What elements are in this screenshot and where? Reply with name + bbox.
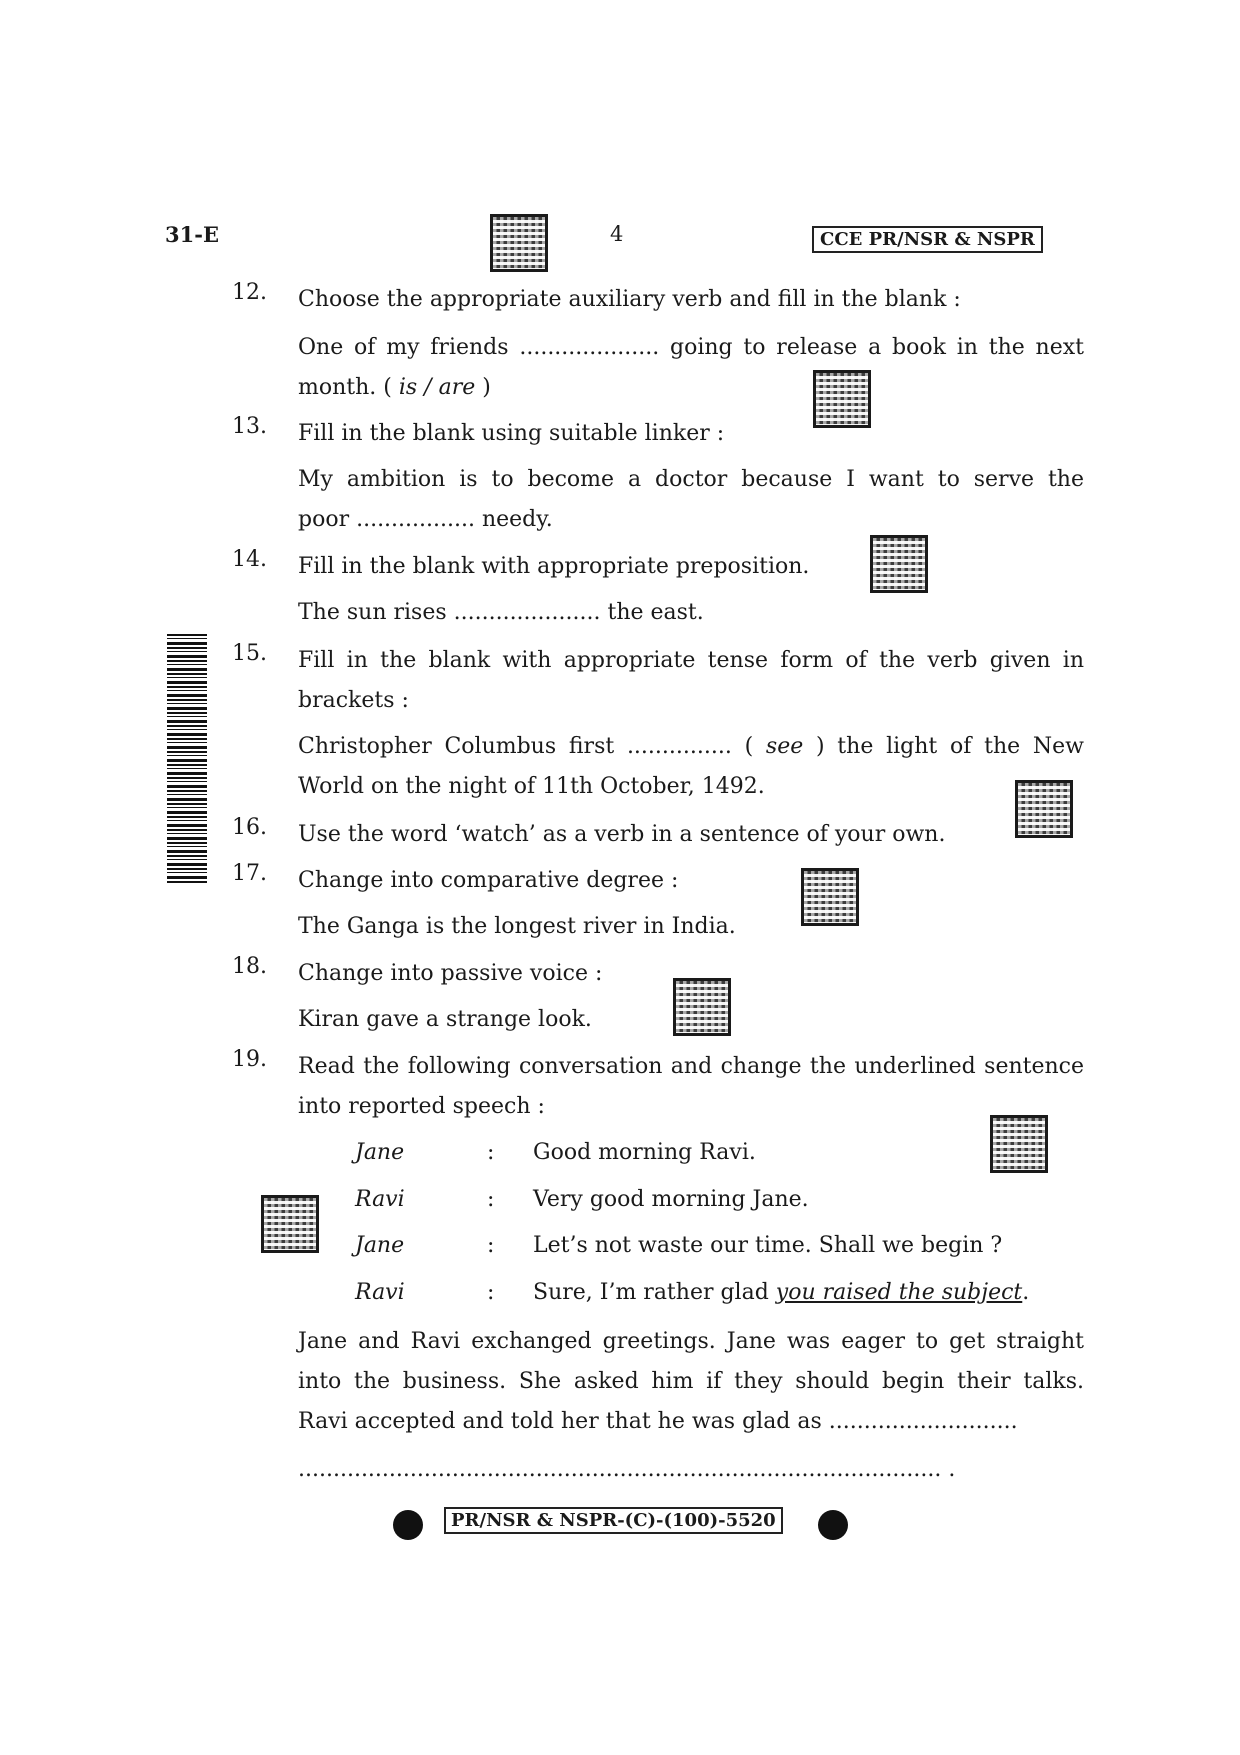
paragraph-line: ............................................................................................ . bbox=[298, 1457, 956, 1482]
speaker-name: Jane bbox=[355, 1233, 405, 1258]
question-instruction: Read the following conversation and change the underlined sentence bbox=[298, 1054, 1084, 1079]
qr-code-icon bbox=[490, 214, 548, 272]
question-number: 18. bbox=[232, 954, 267, 979]
paragraph-line: Jane and Ravi exchanged greetings. Jane was eager to get straight bbox=[298, 1329, 1084, 1354]
registration-dot bbox=[393, 1510, 423, 1540]
question-15 bbox=[232, 641, 1084, 807]
footer-code-box: PR/NSR & NSPR-(C)-(100)-5520 bbox=[444, 1507, 783, 1534]
question-body-line: month. ( is / are ) bbox=[298, 375, 491, 400]
question-body-line: World on the night of 11th October, 1492. bbox=[298, 774, 765, 799]
question-instruction: Use the word ‘watch’ as a verb in a sentence of your own. bbox=[298, 822, 946, 847]
question-instruction: Choose the appropriate auxiliary verb and fill in the blank : bbox=[298, 287, 961, 312]
question-body-line: poor ................. needy. bbox=[298, 507, 553, 532]
question-12 bbox=[232, 280, 1084, 408]
question-instruction: brackets : bbox=[298, 688, 409, 713]
question-instruction: Change into comparative degree : bbox=[298, 868, 679, 893]
question-body-line: My ambition is to become a doctor because I want to serve the bbox=[298, 467, 1084, 492]
question-instruction: Change into passive voice : bbox=[298, 961, 603, 986]
utterance: Good morning Ravi. bbox=[533, 1140, 756, 1165]
question-body-line: Christopher Columbus first ............... ( see ) the light of the New bbox=[298, 734, 1084, 759]
question-number: 16. bbox=[232, 815, 267, 840]
question-18 bbox=[232, 954, 1084, 1040]
question-body-line: Kiran gave a strange look. bbox=[298, 1007, 592, 1032]
question-17 bbox=[232, 861, 1084, 947]
question-number: 13. bbox=[232, 414, 267, 439]
question-number: 19. bbox=[232, 1047, 267, 1072]
reported-speech-paragraph bbox=[232, 1322, 1084, 1490]
question-body-line: The Ganga is the longest river in India. bbox=[298, 914, 736, 939]
series-box: CCE PR/NSR & NSPR bbox=[812, 226, 1043, 253]
question-body-line: The sun rises ..................... the east. bbox=[298, 600, 704, 625]
page-number: 4 bbox=[610, 222, 624, 246]
answer-options: is / are bbox=[398, 375, 476, 400]
utterance: Let’s not waste our time. Shall we begin ? bbox=[533, 1233, 1003, 1258]
question-instruction: Fill in the blank using suitable linker : bbox=[298, 421, 725, 446]
question-14 bbox=[232, 547, 1084, 633]
question-body-line: One of my friends .................... going to release a book in the next bbox=[298, 335, 1084, 360]
question-instruction: into reported speech : bbox=[298, 1094, 545, 1119]
question-number: 17. bbox=[232, 861, 267, 886]
registration-dot bbox=[818, 1510, 848, 1540]
underlined-sentence: you raised the subject bbox=[775, 1280, 1023, 1305]
question-number: 15. bbox=[232, 641, 267, 666]
speaker-name: Jane bbox=[355, 1140, 405, 1165]
question-number: 14. bbox=[232, 547, 267, 572]
question-16 bbox=[232, 815, 1084, 855]
question-13 bbox=[232, 414, 1084, 540]
question-instruction: Fill in the blank with appropriate tense form of the verb given in bbox=[298, 648, 1084, 673]
utterance: Very good morning Jane. bbox=[533, 1187, 809, 1212]
speaker-name: Ravi bbox=[355, 1187, 405, 1212]
speaker-name: Ravi bbox=[355, 1280, 405, 1305]
question-number: 12. bbox=[232, 280, 267, 305]
paper-code: 31-E bbox=[165, 222, 219, 247]
qr-code-icon bbox=[261, 1195, 319, 1253]
barcode-icon bbox=[167, 634, 207, 884]
question-instruction: Fill in the blank with appropriate preposition. bbox=[298, 554, 810, 579]
utterance: Sure, I’m rather glad you raised the subject. bbox=[533, 1280, 1030, 1305]
question-19 bbox=[232, 1047, 1084, 1127]
paragraph-line: into the business. She asked him if they should begin their talks. bbox=[298, 1369, 1084, 1394]
paragraph-line: Ravi accepted and told her that he was glad as ........................... bbox=[298, 1409, 1018, 1434]
